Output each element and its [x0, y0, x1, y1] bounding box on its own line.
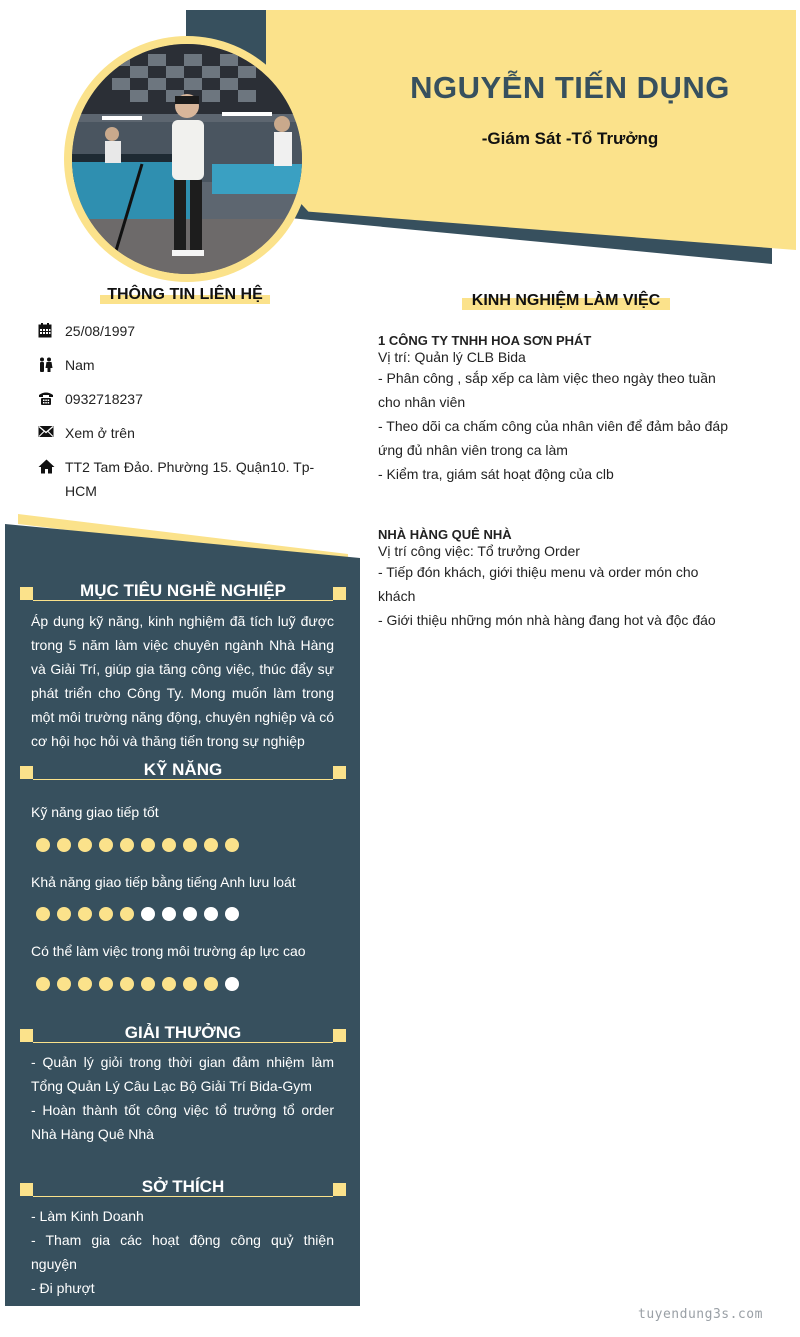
- skill-dot-empty: [183, 907, 197, 921]
- skill-dot-filled: [225, 838, 239, 852]
- avatar: [64, 36, 310, 282]
- skill-dot-filled: [141, 838, 155, 852]
- hobbies-text: - Làm Kinh Doanh - Tham gia các hoạt động công quỷ thiện nguyện - Đi phượt: [31, 1208, 334, 1296]
- skill-dot-filled: [99, 907, 113, 921]
- awards-heading: GIẢI THƯỞNG: [20, 1025, 346, 1045]
- skill-dot-filled: [36, 977, 50, 991]
- skill-dot-filled: [120, 907, 134, 921]
- candidate-role: -Giám Sát -Tổ Trưởng: [481, 129, 659, 148]
- skill-dot-filled: [120, 838, 134, 852]
- skill-dot-filled: [162, 977, 176, 991]
- skill-dot-filled: [99, 977, 113, 991]
- skill-dot-filled: [120, 977, 134, 991]
- calendar-icon: [38, 323, 54, 339]
- job-duty: - Theo dõi ca chấm công của nhân viên để đảm bảo đáp ứng đủ nhân viên trong ca làm: [378, 418, 728, 458]
- skill-dot-filled: [78, 977, 92, 991]
- watermark: tuyendung3s.com: [638, 1307, 763, 1322]
- profile-photo: [72, 44, 302, 274]
- job-duty: - Phân công , sắp xếp ca làm việc theo ngày theo tuần cho nhân viên: [378, 370, 716, 410]
- skill-dot-filled: [183, 977, 197, 991]
- skill-dot-filled: [36, 838, 50, 852]
- skill-dot-filled: [204, 838, 218, 852]
- job-position: Vị trí công việc: Tổ trưởng Order: [378, 543, 580, 559]
- skill-dot-filled: [78, 838, 92, 852]
- objective-text: Áp dụng kỹ năng, kinh nghiệm đã tích luỹ được trong 5 năm làm việc chuyên ngành Nhà Hàng và Giải Trí, giúp gia tăng công việc, thúc đẩy sự phát triển cho Công Ty. Mong muốn làm trong một môi trường năng động, chuyên nghiệp và có cơ hội học hỏi và thăng tiến trong sự nghiệp: [31, 613, 334, 749]
- hobbies-heading: SỞ THÍCH: [20, 1179, 346, 1199]
- skill-dot-filled: [99, 838, 113, 852]
- email-icon: [38, 425, 54, 441]
- contact-title: THÔNG TIN LIÊN HỆ: [100, 286, 270, 304]
- skill-dot-empty: [204, 907, 218, 921]
- job-company: NHÀ HÀNG QUÊ NHÀ: [378, 527, 512, 542]
- skill-dot-filled: [57, 907, 71, 921]
- phone-icon: [38, 391, 54, 407]
- skill-dot-filled: [36, 907, 50, 921]
- skill-label: Có thể làm việc trong môi trường áp lực cao: [31, 943, 306, 959]
- skill-dot-empty: [225, 977, 239, 991]
- skill-dot-filled: [141, 977, 155, 991]
- job-company: 1 CÔNG TY TNHH HOA SƠN PHÁT: [378, 333, 592, 348]
- skill-dot-filled: [162, 838, 176, 852]
- skill-dot-filled: [78, 907, 92, 921]
- job-duty: - Tiếp đón khách, giới thiệu menu và order món cho khách: [378, 564, 699, 604]
- contact-phone: 0932718237: [38, 391, 143, 411]
- job-duty: - Giới thiệu những món nhà hàng đang hot và độc đáo: [378, 612, 716, 628]
- experience-list: [378, 332, 738, 672]
- contact-email: Xem ở trên: [38, 425, 135, 445]
- job-duty: - Kiểm tra, giám sát hoạt động của clb: [378, 466, 614, 482]
- skill-label: Kỹ năng giao tiếp tốt: [31, 804, 159, 820]
- skill-dot-filled: [204, 977, 218, 991]
- candidate-name: NGUYỄN TIẾN DỤNG: [410, 70, 730, 105]
- skill-dot-filled: [183, 838, 197, 852]
- job-position: Vị trí: Quản lý CLB Bida: [378, 349, 526, 365]
- skill-dot-filled: [57, 838, 71, 852]
- skills-heading: KỸ NĂNG: [20, 762, 346, 782]
- home-icon: [38, 459, 54, 475]
- skill-rating: [36, 977, 239, 991]
- contact-dob: 25/08/1997: [38, 323, 135, 343]
- skill-dot-empty: [141, 907, 155, 921]
- skill-dot-empty: [225, 907, 239, 921]
- skill-label: Khả năng giao tiếp bằng tiếng Anh lưu loát: [31, 874, 296, 890]
- objective-heading: MỤC TIÊU NGHỀ NGHIỆP: [20, 583, 346, 603]
- job-entry: [378, 526, 738, 632]
- skill-rating: [36, 838, 239, 852]
- job-entry: [378, 332, 738, 486]
- skill-dot-empty: [162, 907, 176, 921]
- contact-gender: Nam: [38, 357, 95, 377]
- skill-dot-filled: [57, 977, 71, 991]
- skill-rating: [36, 907, 239, 921]
- awards-text: - Quản lý giỏi trong thời gian đảm nhiệm làm Tổng Quản Lý Câu Lạc Bộ Giải Trí Bida-Gym - Hoàn thành tốt công việc tổ trưởng tổ order Nhà Hàng Quê Nhà: [31, 1054, 334, 1142]
- experience-title: KINH NGHIỆM LÀM VIỆC: [462, 292, 670, 310]
- gender-icon: [38, 357, 54, 373]
- contact-address: TT2 Tam Đảo. Phường 15. Quận10. Tp-HCM: [38, 459, 328, 503]
